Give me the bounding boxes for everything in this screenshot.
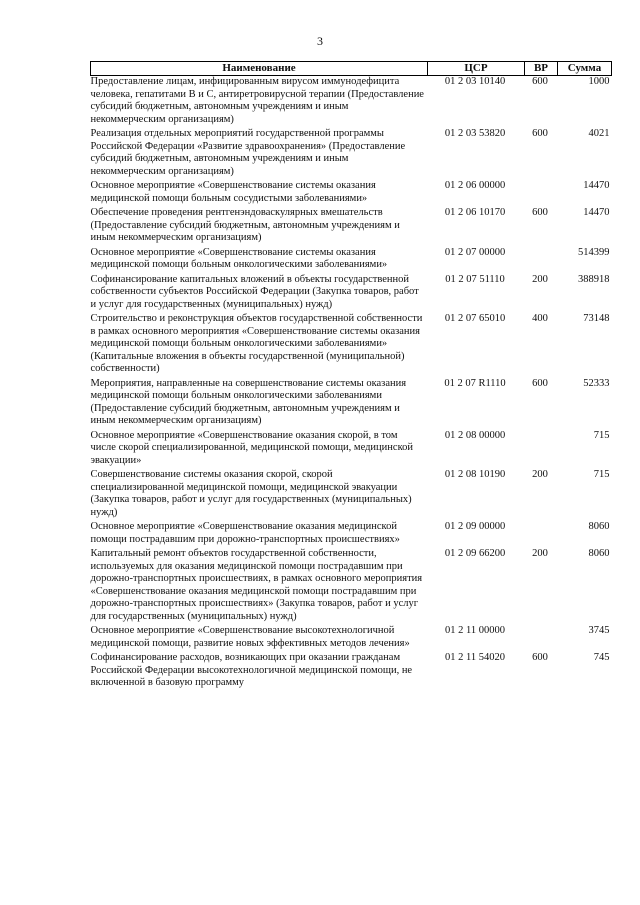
header-name: Наименование [91, 62, 428, 76]
row-vr [525, 430, 558, 470]
table-row [91, 521, 612, 548]
header-csr: ЦСР [428, 62, 525, 76]
row-sum: 745 [593, 652, 610, 663]
row-sum: 8060 [588, 521, 610, 532]
header-sum: Сумма [558, 62, 612, 76]
row-csr: 01 2 11 00000 [445, 625, 505, 636]
row-sum: 52333 [583, 377, 610, 389]
page-number: 3 [317, 34, 323, 48]
row-name: Обеспечение проведения рентгенэндоваскулярных вмешательств (Предоставление субсидий бюджетным, автономным учреждениям и иным некоммерческим организациям) [90, 207, 400, 243]
table-row [91, 652, 612, 692]
table-row [91, 378, 612, 430]
row-vr: 600 [532, 76, 548, 87]
row-csr: 01 2 11 54020 [445, 652, 505, 663]
row-csr: 01 2 07 51110 [445, 273, 505, 285]
row-vr [525, 625, 558, 652]
row-name: Основное мероприятие «Совершенствование высокотехнологичной медицинской помощи, развитие новых эффективных методов лечения» [90, 625, 410, 649]
row-vr: 600 [532, 128, 548, 139]
row-csr: 01 2 03 10140 [444, 76, 506, 87]
row-csr: 01 2 07 00000 [444, 246, 506, 258]
row-name: Софинансирование расходов, возникающих при оказании гражданам Российской Федерации высокотехнологичной медицинской помощи, не включенной в базовую программу [90, 652, 413, 688]
table-body [91, 76, 612, 692]
budget-table [90, 61, 612, 692]
row-sum: 8060 [588, 548, 610, 559]
row-name: Основное мероприятие «Совершенствование системы оказания медицинской помощи больным онкологическими заболеваниями» [90, 246, 388, 270]
row-csr: 01 2 06 10170 [444, 207, 506, 218]
row-name: Основное мероприятие «Совершенствование системы оказания медицинской помощи больным сосудистыми заболеваниями» [90, 180, 376, 204]
row-sum: 388918 [578, 273, 610, 285]
row-vr: 200 [532, 469, 548, 480]
row-name: Капитальный ремонт объектов государственной собственности, используемых для оказания медицинской помощи пострадавшим при дорожно-транспортных происшествиях, в рамках основного мероприятия «Совершенствование оказания медицинской помощи пострадавшим при дорожно-транспортных происшествиях» (Закупка товаров, работ и услуг для государственных (муниципальных) нужд) [90, 548, 423, 622]
table-row [91, 548, 612, 625]
row-name: Совершенствование системы оказания скорой, скорой специализированной медицинской помощи, медицинской эвакуации (Закупка товаров, работ и услуг для государственных (муниципальных) нужд) [90, 469, 412, 518]
row-vr [525, 521, 558, 548]
table-row [91, 180, 612, 207]
row-name: Предоставление лицам, инфицированным вирусом иммунодефицита человека, гепатитами В и С, антиретровирусной терапии (Предоставление субсидий бюджетным, автономным учреждениям и иным некоммерческим организациям) [90, 76, 424, 125]
row-sum: 14470 [583, 180, 610, 191]
row-vr: 600 [532, 652, 548, 663]
table-row [91, 625, 612, 652]
row-name: Основное мероприятие «Совершенствование оказания скорой, в том числе скорой специализированной, медицинской помощи, медицинской эвакуации» [90, 429, 414, 466]
row-sum: 73148 [583, 313, 610, 324]
row-vr: 400 [532, 313, 548, 324]
table-row [91, 313, 612, 378]
row-csr: 01 2 08 10190 [444, 469, 506, 480]
row-vr [525, 180, 558, 207]
row-sum: 4021 [588, 128, 610, 139]
row-csr: 01 2 03 53820 [444, 128, 506, 139]
row-sum: 514399 [578, 246, 610, 258]
row-name: Реализация отдельных мероприятий государственной программы Российской Федерации «Развитие здравоохранения» (Предоставление субсидий бюджетным, автономным учреждениям и иным некоммерческим организациям) [90, 128, 406, 177]
row-sum: 715 [593, 469, 610, 480]
row-csr: 01 2 09 66200 [444, 548, 506, 559]
row-sum: 14470 [583, 207, 610, 218]
table-header-row [91, 62, 612, 76]
row-name: Основное мероприятие «Совершенствование оказания медицинской помощи пострадавшим при дорожно-транспортных происшествиях» [90, 521, 400, 545]
row-csr: 01 2 07 R1110 [444, 377, 506, 389]
row-sum: 715 [593, 429, 610, 441]
row-vr [525, 247, 558, 274]
row-vr: 200 [532, 548, 548, 559]
row-csr: 01 2 06 00000 [444, 180, 506, 191]
row-name: Строительство и реконструкция объектов государственной собственности в рамках основного мероприятия «Совершенствование системы оказания медицинской помощи больным онкологическими заболеваниями» (Капитальные вложения в объекты государственной (муниципальной) собственности) [90, 313, 423, 374]
row-sum: 3745 [588, 625, 610, 636]
table-row [91, 247, 612, 274]
table-row [91, 207, 612, 247]
table-row [91, 430, 612, 470]
row-csr: 01 2 07 65010 [444, 313, 506, 324]
row-csr: 01 2 09 00000 [444, 521, 506, 532]
row-name: Мероприятия, направленные на совершенствование системы оказания медицинской помощи больным онкологическими заболеваниями (Предоставление субсидий бюджетным, автономным учреждениям и иным некоммерческим организациям) [90, 377, 407, 426]
row-sum: 1000 [588, 76, 610, 87]
row-csr: 01 2 08 00000 [444, 429, 506, 441]
table-row [91, 274, 612, 314]
table-row [91, 128, 612, 180]
row-vr: 600 [532, 377, 548, 389]
row-vr: 200 [532, 273, 548, 285]
table-row [91, 76, 612, 129]
header-vr: ВР [525, 62, 558, 76]
table-row [91, 469, 612, 521]
row-name: Софинансирование капитальных вложений в объекты государственной собственности субъектов Российской Федерации (Закупка товаров, работ и услуг для государственных (муниципальных) нужд) [90, 273, 419, 310]
row-vr: 600 [532, 207, 548, 218]
